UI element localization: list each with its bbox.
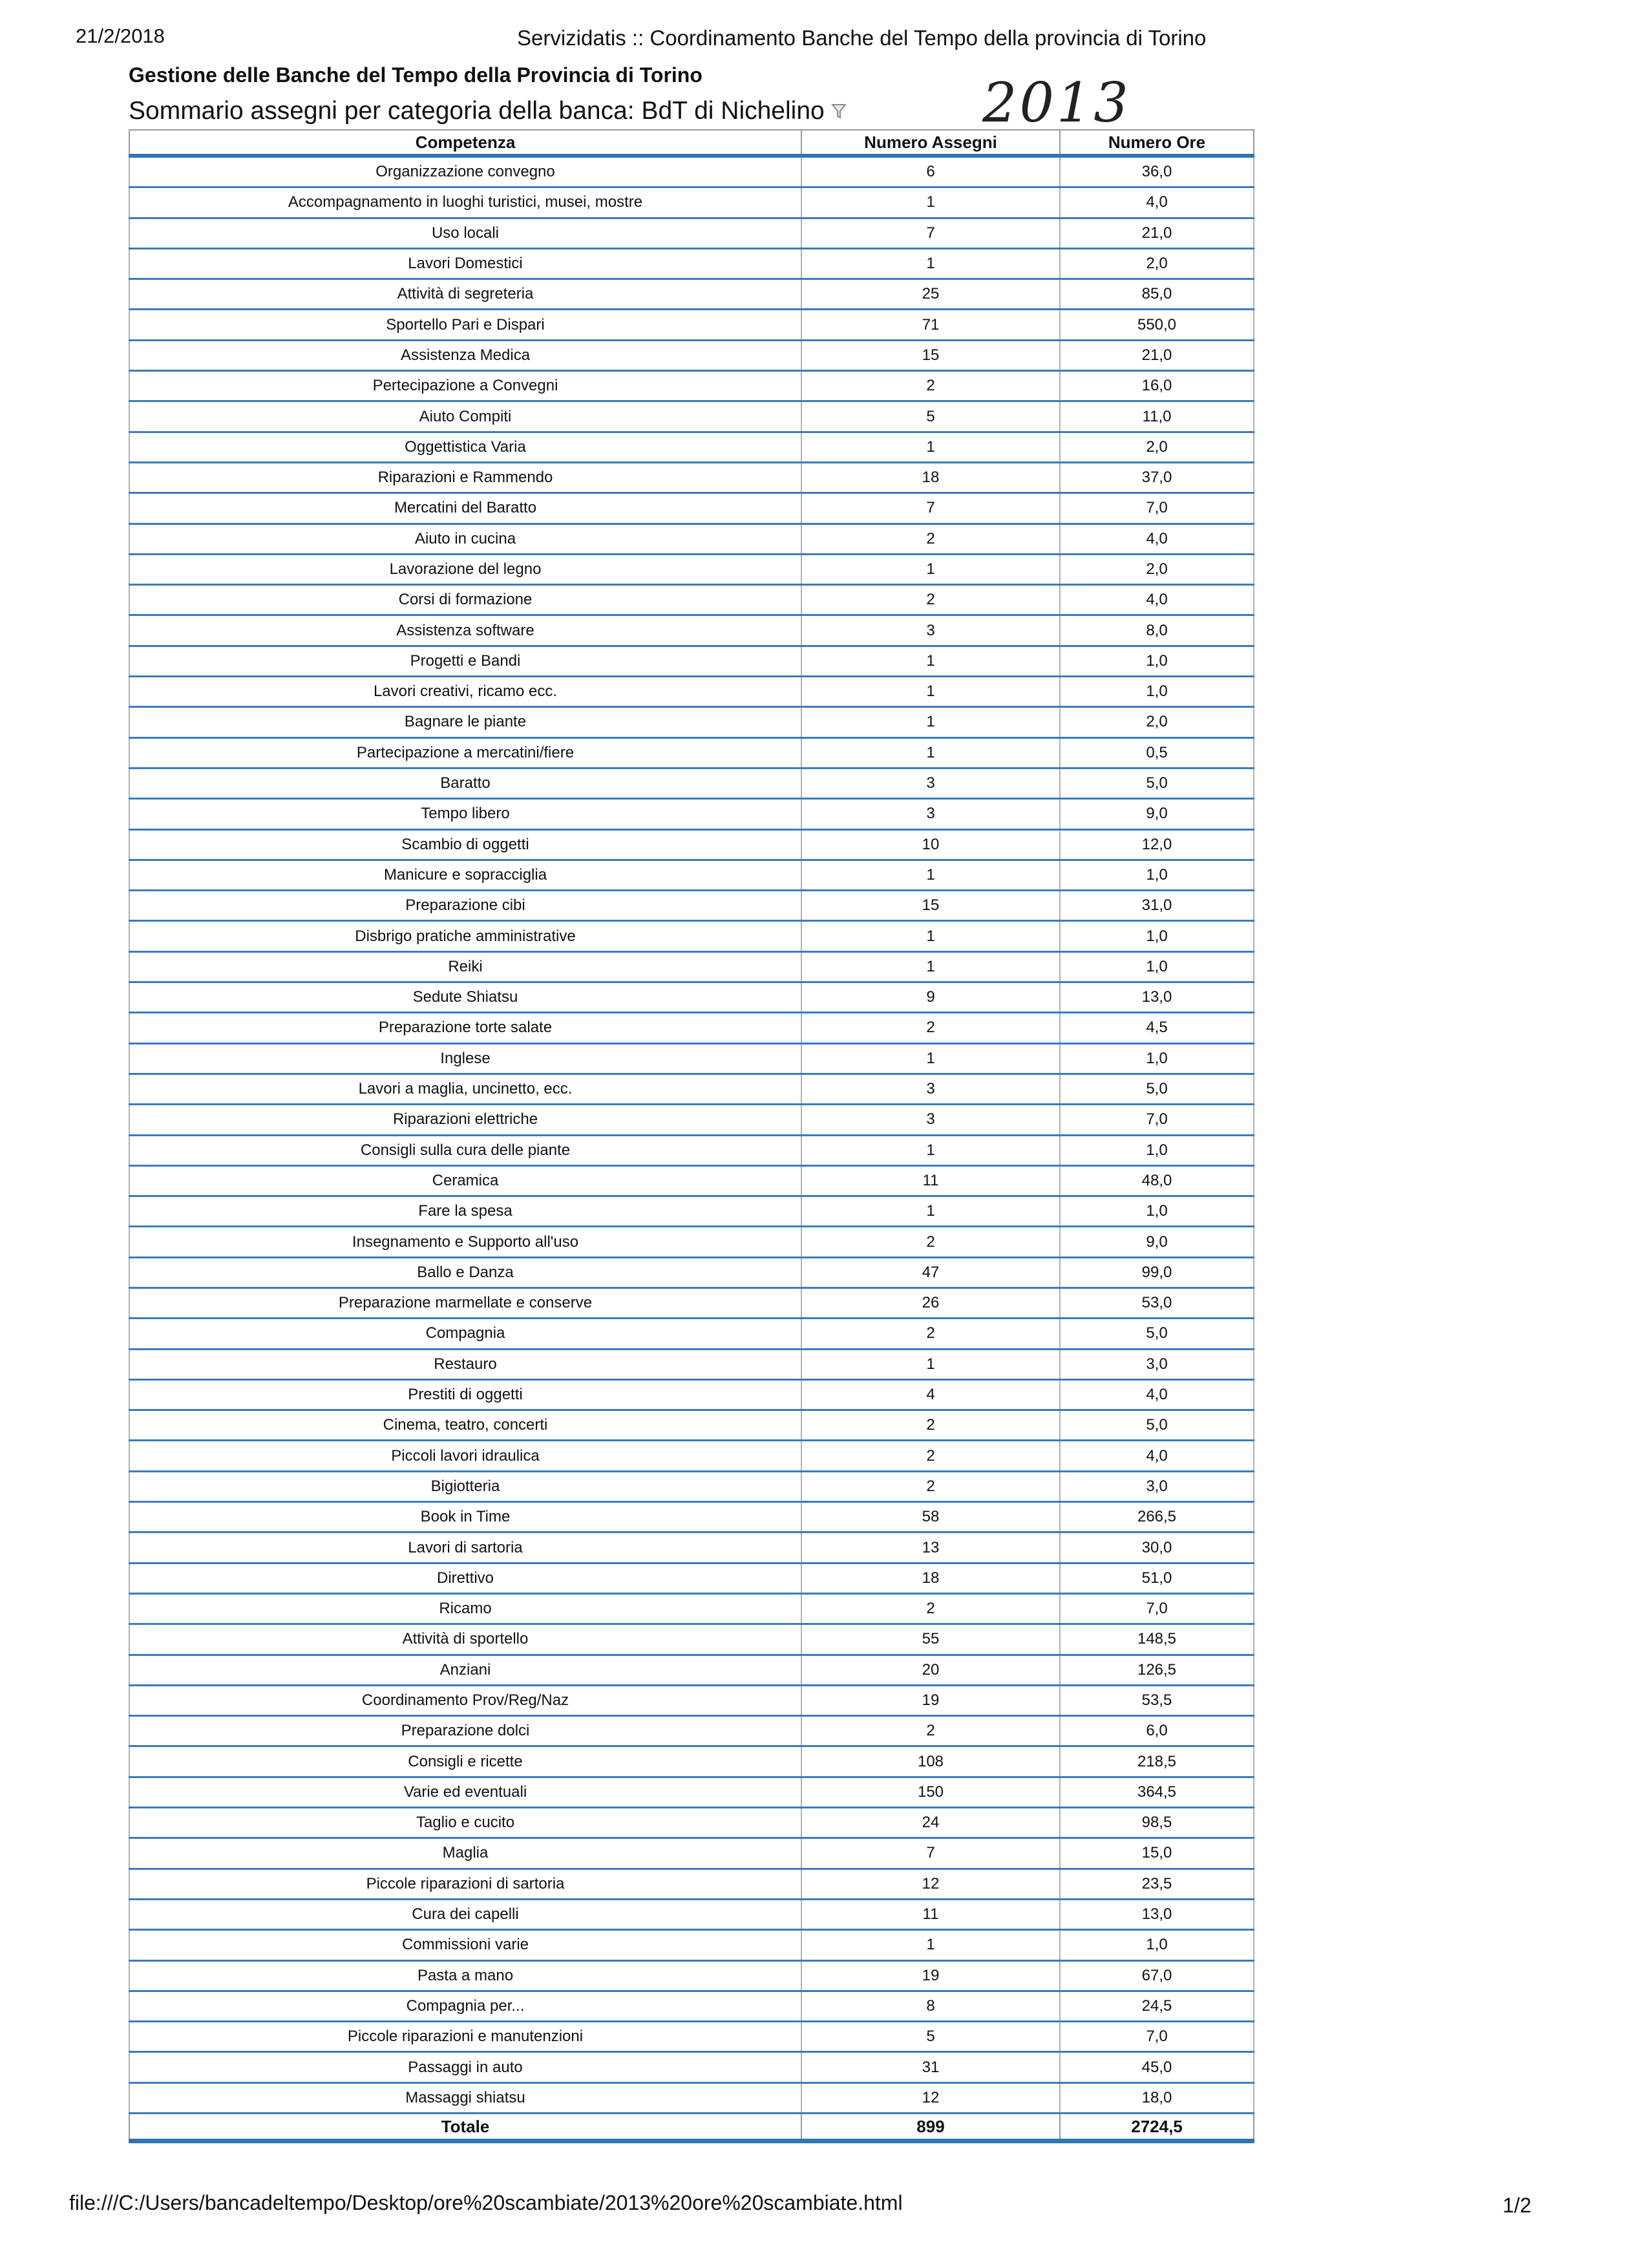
- total-ore: 2724,5: [1060, 2114, 1254, 2141]
- table-row: [129, 1746, 1254, 1777]
- cell-numero-ore: 3,0: [1060, 1349, 1254, 1379]
- cell-competenza: Commissioni varie: [129, 1930, 801, 1960]
- cell-numero-assegni: 25: [801, 279, 1060, 310]
- cell-competenza: Aiuto in cucina: [129, 524, 801, 554]
- print-page-title: Servizidatis :: Coordinamento Banche del Tempo della provincia di Torino: [517, 26, 1207, 50]
- table-row: [129, 218, 1254, 248]
- organization-title: Gestione delle Banche del Tempo della Provincia di Torino: [129, 63, 703, 87]
- cell-competenza: Ricamo: [129, 1593, 801, 1624]
- cell-competenza: Bigiotteria: [129, 1471, 801, 1501]
- cell-competenza: Assistenza software: [129, 615, 801, 646]
- table-row: [129, 1043, 1254, 1074]
- cell-numero-ore: 0,5: [1060, 737, 1254, 768]
- table-row: [129, 1991, 1254, 2021]
- cell-competenza: Consigli sulla cura delle piante: [129, 1135, 801, 1165]
- cell-numero-assegni: 9: [801, 982, 1060, 1013]
- cell-competenza: Ballo e Danza: [129, 1257, 801, 1288]
- table-row: [129, 1685, 1254, 1715]
- cell-competenza: Coordinamento Prov/Reg/Naz: [129, 1685, 801, 1715]
- cell-numero-assegni: 31: [801, 2052, 1060, 2083]
- cell-numero-ore: 21,0: [1060, 340, 1254, 370]
- table-row: [129, 1013, 1254, 1043]
- table-row: [129, 371, 1254, 401]
- cell-numero-ore: 8,0: [1060, 615, 1254, 646]
- cell-competenza: Compagnia per...: [129, 1991, 801, 2021]
- cell-competenza: Mercatini del Baratto: [129, 493, 801, 524]
- cell-numero-ore: 16,0: [1060, 371, 1254, 401]
- table-row: [129, 1288, 1254, 1318]
- cell-numero-assegni: 1: [801, 1196, 1060, 1227]
- cell-numero-assegni: 3: [801, 1074, 1060, 1104]
- total-assegni: 899: [801, 2114, 1060, 2141]
- cell-numero-assegni: 5: [801, 2022, 1060, 2052]
- table-row: [129, 891, 1254, 921]
- cell-competenza: Lavori a maglia, uncinetto, ecc.: [129, 1074, 801, 1104]
- cell-numero-assegni: 3: [801, 768, 1060, 798]
- cell-numero-ore: 24,5: [1060, 1991, 1254, 2021]
- cell-numero-assegni: 2: [801, 1410, 1060, 1441]
- cell-numero-assegni: 15: [801, 340, 1060, 370]
- table-row: [129, 921, 1254, 951]
- cell-competenza: Tempo libero: [129, 799, 801, 829]
- cell-numero-ore: 1,0: [1060, 951, 1254, 982]
- cell-numero-ore: 11,0: [1060, 401, 1254, 432]
- cell-competenza: Preparazione dolci: [129, 1716, 801, 1746]
- table-row: [129, 1319, 1254, 1349]
- table-row: [129, 737, 1254, 768]
- cell-numero-assegni: 19: [801, 1960, 1060, 1991]
- cell-numero-ore: 36,0: [1060, 156, 1254, 187]
- cell-numero-assegni: 2: [801, 1716, 1060, 1746]
- cell-competenza: Compagnia: [129, 1319, 801, 1349]
- table-row: [129, 1899, 1254, 1929]
- cell-numero-ore: 5,0: [1060, 1410, 1254, 1441]
- cell-numero-assegni: 58: [801, 1502, 1060, 1532]
- cell-competenza: Varie ed eventuali: [129, 1777, 801, 1807]
- cell-numero-assegni: 1: [801, 860, 1060, 890]
- cell-competenza: Maglia: [129, 1838, 801, 1869]
- cell-numero-ore: 4,0: [1060, 187, 1254, 218]
- cell-numero-assegni: 55: [801, 1624, 1060, 1655]
- cell-numero-ore: 53,0: [1060, 1288, 1254, 1318]
- cell-numero-ore: 364,5: [1060, 1777, 1254, 1807]
- cell-numero-ore: 266,5: [1060, 1502, 1254, 1532]
- cell-numero-ore: 48,0: [1060, 1165, 1254, 1196]
- cell-numero-assegni: 19: [801, 1685, 1060, 1715]
- cell-numero-ore: 18,0: [1060, 2083, 1254, 2113]
- cell-numero-assegni: 1: [801, 921, 1060, 951]
- cell-competenza: Pasta a mano: [129, 1960, 801, 1991]
- cell-numero-ore: 13,0: [1060, 1899, 1254, 1929]
- table-row: [129, 585, 1254, 615]
- cell-competenza: Piccole riparazioni e manutenzioni: [129, 2022, 801, 2052]
- table-row: [129, 1808, 1254, 1838]
- cell-competenza: Piccole riparazioni di sartoria: [129, 1869, 801, 1899]
- cell-numero-ore: 4,5: [1060, 1013, 1254, 1043]
- table-body: [129, 156, 1254, 2114]
- cell-competenza: Prestiti di oggetti: [129, 1379, 801, 1410]
- cell-numero-ore: 45,0: [1060, 2052, 1254, 2083]
- table-row: [129, 1960, 1254, 1991]
- table-header-row: [129, 130, 1254, 156]
- table-row: [129, 1869, 1254, 1899]
- table-row: [129, 401, 1254, 432]
- cell-numero-assegni: 3: [801, 615, 1060, 646]
- cell-competenza: Preparazione torte salate: [129, 1013, 801, 1043]
- cell-numero-ore: 6,0: [1060, 1716, 1254, 1746]
- cell-numero-assegni: 1: [801, 646, 1060, 676]
- cell-numero-assegni: 24: [801, 1808, 1060, 1838]
- cell-numero-ore: 2,0: [1060, 707, 1254, 737]
- cell-competenza: Passaggi in auto: [129, 2052, 801, 2083]
- cell-competenza: Preparazione marmellate e conserve: [129, 1288, 801, 1318]
- cell-numero-assegni: 4: [801, 1379, 1060, 1410]
- cell-numero-ore: 2,0: [1060, 248, 1254, 279]
- cell-numero-ore: 15,0: [1060, 1838, 1254, 1869]
- cell-competenza: Corsi di formazione: [129, 585, 801, 615]
- print-page-number: 1/2: [1503, 2194, 1532, 2217]
- table-row: [129, 340, 1254, 370]
- cell-competenza: Sportello Pari e Dispari: [129, 310, 801, 340]
- cell-numero-assegni: 7: [801, 1838, 1060, 1869]
- table-row: [129, 677, 1254, 707]
- table-row: [129, 2083, 1254, 2113]
- table-row: [129, 1196, 1254, 1227]
- table-row: [129, 1563, 1254, 1593]
- cell-numero-assegni: 1: [801, 1349, 1060, 1379]
- cell-numero-ore: 21,0: [1060, 218, 1254, 248]
- cell-numero-ore: 7,0: [1060, 1105, 1254, 1135]
- cell-competenza: Manicure e sopracciglia: [129, 860, 801, 890]
- cell-numero-ore: 67,0: [1060, 1960, 1254, 1991]
- cell-numero-ore: 7,0: [1060, 1593, 1254, 1624]
- cell-numero-ore: 2,0: [1060, 432, 1254, 462]
- cell-numero-ore: 1,0: [1060, 1043, 1254, 1074]
- cell-competenza: Inglese: [129, 1043, 801, 1074]
- cell-numero-ore: 218,5: [1060, 1746, 1254, 1777]
- table-row: [129, 187, 1254, 218]
- cell-numero-assegni: 1: [801, 554, 1060, 584]
- cell-numero-assegni: 1: [801, 1930, 1060, 1960]
- cell-numero-assegni: 2: [801, 585, 1060, 615]
- cell-competenza: Aiuto Compiti: [129, 401, 801, 432]
- cell-numero-ore: 9,0: [1060, 799, 1254, 829]
- cell-numero-assegni: 11: [801, 1899, 1060, 1929]
- cell-competenza: Oggettistica Varia: [129, 432, 801, 462]
- total-label: Totale: [129, 2114, 801, 2141]
- report-title: [129, 97, 847, 125]
- cell-numero-assegni: 26: [801, 1288, 1060, 1318]
- cell-numero-assegni: 3: [801, 1105, 1060, 1135]
- table-row: [129, 1227, 1254, 1257]
- handwritten-year-note: 2013: [982, 71, 1131, 134]
- table-row: [129, 554, 1254, 584]
- cell-numero-assegni: 5: [801, 401, 1060, 432]
- cell-numero-assegni: 1: [801, 187, 1060, 218]
- table-row: [129, 768, 1254, 798]
- cell-numero-assegni: 10: [801, 829, 1060, 860]
- table-row: [129, 156, 1254, 187]
- cell-numero-ore: 13,0: [1060, 982, 1254, 1013]
- table-row: [129, 1716, 1254, 1746]
- cell-numero-assegni: 12: [801, 1869, 1060, 1899]
- table-row: [129, 1624, 1254, 1655]
- cell-numero-ore: 5,0: [1060, 768, 1254, 798]
- report-title-text: Sommario assegni per categoria della banca: BdT di Nichelino: [129, 97, 825, 125]
- cell-numero-ore: 550,0: [1060, 310, 1254, 340]
- cell-numero-ore: 2,0: [1060, 554, 1254, 584]
- cell-competenza: Taglio e cucito: [129, 1808, 801, 1838]
- cell-numero-assegni: 7: [801, 218, 1060, 248]
- cell-numero-assegni: 13: [801, 1532, 1060, 1563]
- cell-numero-assegni: 1: [801, 951, 1060, 982]
- cell-competenza: Reiki: [129, 951, 801, 982]
- cell-numero-ore: 23,5: [1060, 1869, 1254, 1899]
- cell-competenza: Ceramica: [129, 1165, 801, 1196]
- cell-numero-assegni: 1: [801, 737, 1060, 768]
- cell-numero-assegni: 2: [801, 371, 1060, 401]
- cell-competenza: Assistenza Medica: [129, 340, 801, 370]
- cell-competenza: Riparazioni e Rammendo: [129, 462, 801, 493]
- summary-table: [129, 129, 1254, 2143]
- cell-numero-assegni: 12: [801, 2083, 1060, 2113]
- cell-numero-assegni: 1: [801, 677, 1060, 707]
- cell-numero-ore: 1,0: [1060, 1135, 1254, 1165]
- cell-numero-ore: 148,5: [1060, 1624, 1254, 1655]
- cell-numero-ore: 3,0: [1060, 1471, 1254, 1501]
- cell-numero-ore: 30,0: [1060, 1532, 1254, 1563]
- cell-numero-assegni: 3: [801, 799, 1060, 829]
- table-row: [129, 982, 1254, 1013]
- table-row: [129, 1532, 1254, 1563]
- column-header-numero-ore[interactable]: Numero Ore: [1060, 130, 1254, 156]
- cell-numero-ore: 1,0: [1060, 646, 1254, 676]
- table-row: [129, 432, 1254, 462]
- cell-numero-assegni: 1: [801, 1135, 1060, 1165]
- table-row: [129, 1105, 1254, 1135]
- print-date: 21/2/2018: [76, 25, 165, 47]
- cell-competenza: Cinema, teatro, concerti: [129, 1410, 801, 1441]
- print-file-path: file:///C:/Users/bancadeltempo/Desktop/ore%20scambiate/2013%20ore%20scambiate.html: [69, 2191, 903, 2214]
- summary-table-wrapper: [129, 129, 1253, 2143]
- cell-competenza: Uso locali: [129, 218, 801, 248]
- cell-numero-assegni: 2: [801, 1319, 1060, 1349]
- cell-numero-ore: 4,0: [1060, 1441, 1254, 1471]
- cell-numero-ore: 1,0: [1060, 1196, 1254, 1227]
- cell-competenza: Lavorazione del legno: [129, 554, 801, 584]
- column-header-competenza[interactable]: Competenza: [129, 130, 801, 156]
- table-row: [129, 615, 1254, 646]
- cell-numero-ore: 53,5: [1060, 1685, 1254, 1715]
- cell-numero-ore: 1,0: [1060, 677, 1254, 707]
- cell-numero-assegni: 11: [801, 1165, 1060, 1196]
- cell-competenza: Piccoli lavori idraulica: [129, 1441, 801, 1471]
- cell-numero-assegni: 18: [801, 1563, 1060, 1593]
- table-row: [129, 707, 1254, 737]
- cell-numero-ore: 126,5: [1060, 1655, 1254, 1685]
- cell-numero-ore: 4,0: [1060, 1379, 1254, 1410]
- cell-competenza: Massaggi shiatsu: [129, 2083, 801, 2113]
- cell-competenza: Attività di segreteria: [129, 279, 801, 310]
- cell-numero-assegni: 2: [801, 1227, 1060, 1257]
- cell-numero-ore: 51,0: [1060, 1563, 1254, 1593]
- cell-numero-ore: 5,0: [1060, 1074, 1254, 1104]
- table-row: [129, 860, 1254, 890]
- cell-numero-assegni: 71: [801, 310, 1060, 340]
- table-row: [129, 1379, 1254, 1410]
- cell-numero-ore: 4,0: [1060, 524, 1254, 554]
- table-row: [129, 1441, 1254, 1471]
- table-total-row: [129, 2114, 1254, 2141]
- table-row: [129, 248, 1254, 279]
- cell-numero-assegni: 20: [801, 1655, 1060, 1685]
- cell-numero-assegni: 2: [801, 1471, 1060, 1501]
- cell-competenza: Insegnamento e Supporto all'uso: [129, 1227, 801, 1257]
- cell-numero-ore: 9,0: [1060, 1227, 1254, 1257]
- cell-numero-ore: 85,0: [1060, 279, 1254, 310]
- cell-competenza: Lavori Domestici: [129, 248, 801, 279]
- cell-competenza: Anziani: [129, 1655, 801, 1685]
- table-row: [129, 310, 1254, 340]
- table-row: [129, 2052, 1254, 2083]
- cell-numero-ore: 4,0: [1060, 585, 1254, 615]
- cell-numero-assegni: 7: [801, 493, 1060, 524]
- table-row: [129, 524, 1254, 554]
- cell-numero-ore: 1,0: [1060, 921, 1254, 951]
- table-row: [129, 493, 1254, 524]
- cell-competenza: Bagnare le piante: [129, 707, 801, 737]
- table-row: [129, 1165, 1254, 1196]
- cell-numero-ore: 37,0: [1060, 462, 1254, 493]
- cell-numero-assegni: 18: [801, 462, 1060, 493]
- cell-competenza: Progetti e Bandi: [129, 646, 801, 676]
- cell-competenza: Accompagnamento in luoghi turistici, musei, mostre: [129, 187, 801, 218]
- cell-numero-assegni: 8: [801, 1991, 1060, 2021]
- cell-competenza: Restauro: [129, 1349, 801, 1379]
- table-row: [129, 1074, 1254, 1104]
- table-row: [129, 1777, 1254, 1807]
- cell-numero-assegni: 2: [801, 524, 1060, 554]
- cell-numero-assegni: 2: [801, 1593, 1060, 1624]
- cell-competenza: Cura dei capelli: [129, 1899, 801, 1929]
- cell-competenza: Lavori creativi, ricamo ecc.: [129, 677, 801, 707]
- cell-numero-assegni: 1: [801, 248, 1060, 279]
- table-row: [129, 646, 1254, 676]
- table-row: [129, 951, 1254, 982]
- cell-numero-assegni: 108: [801, 1746, 1060, 1777]
- cell-numero-assegni: 1: [801, 1043, 1060, 1074]
- cell-numero-assegni: 2: [801, 1441, 1060, 1471]
- cell-competenza: Direttivo: [129, 1563, 801, 1593]
- cell-competenza: Preparazione cibi: [129, 891, 801, 921]
- cell-numero-ore: 99,0: [1060, 1257, 1254, 1288]
- cell-numero-ore: 12,0: [1060, 829, 1254, 860]
- filter-icon[interactable]: [831, 103, 847, 120]
- cell-numero-assegni: 6: [801, 156, 1060, 187]
- cell-competenza: Scambio di oggetti: [129, 829, 801, 860]
- table-row: [129, 1838, 1254, 1869]
- cell-competenza: Pertecipazione a Convegni: [129, 371, 801, 401]
- cell-competenza: Partecipazione a mercatini/fiere: [129, 737, 801, 768]
- cell-numero-ore: 7,0: [1060, 493, 1254, 524]
- table-row: [129, 1502, 1254, 1532]
- cell-numero-assegni: 2: [801, 1013, 1060, 1043]
- cell-competenza: Lavori di sartoria: [129, 1532, 801, 1563]
- cell-numero-assegni: 1: [801, 707, 1060, 737]
- cell-numero-ore: 1,0: [1060, 1930, 1254, 1960]
- table-row: [129, 2022, 1254, 2052]
- table-row: [129, 462, 1254, 493]
- cell-competenza: Attività di sportello: [129, 1624, 801, 1655]
- table-row: [129, 1655, 1254, 1685]
- cell-numero-ore: 31,0: [1060, 891, 1254, 921]
- cell-numero-ore: 1,0: [1060, 860, 1254, 890]
- table-row: [129, 1471, 1254, 1501]
- cell-numero-assegni: 1: [801, 432, 1060, 462]
- cell-numero-assegni: 150: [801, 1777, 1060, 1807]
- cell-competenza: Baratto: [129, 768, 801, 798]
- table-row: [129, 1930, 1254, 1960]
- table-row: [129, 279, 1254, 310]
- cell-numero-assegni: 15: [801, 891, 1060, 921]
- table-row: [129, 1257, 1254, 1288]
- table-row: [129, 829, 1254, 860]
- cell-competenza: Disbrigo pratiche amministrative: [129, 921, 801, 951]
- table-row: [129, 1593, 1254, 1624]
- table-row: [129, 1410, 1254, 1441]
- cell-competenza: Organizzazione convegno: [129, 156, 801, 187]
- table-row: [129, 799, 1254, 829]
- cell-numero-ore: 98,5: [1060, 1808, 1254, 1838]
- cell-competenza: Book in Time: [129, 1502, 801, 1532]
- table-row: [129, 1135, 1254, 1165]
- cell-numero-assegni: 47: [801, 1257, 1060, 1288]
- cell-numero-ore: 5,0: [1060, 1319, 1254, 1349]
- table-row: [129, 1349, 1254, 1379]
- cell-competenza: Consigli e ricette: [129, 1746, 801, 1777]
- cell-competenza: Riparazioni elettriche: [129, 1105, 801, 1135]
- column-header-numero-assegni[interactable]: Numero Assegni: [801, 130, 1060, 156]
- cell-competenza: Fare la spesa: [129, 1196, 801, 1227]
- cell-numero-ore: 7,0: [1060, 2022, 1254, 2052]
- cell-competenza: Sedute Shiatsu: [129, 982, 801, 1013]
